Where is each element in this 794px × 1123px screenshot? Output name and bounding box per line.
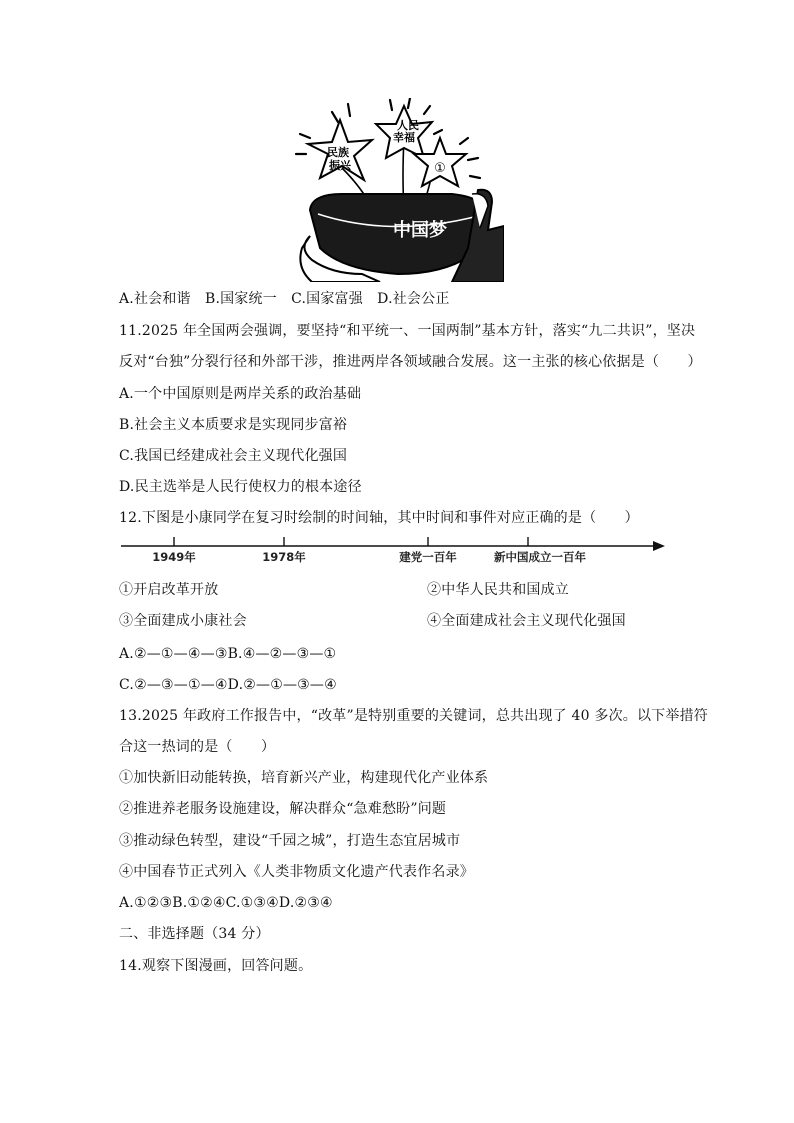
q11-option-b[interactable]: B.社会主义本质要求是实现同步富裕 [119, 417, 348, 433]
q11-option-c[interactable]: C.我国已经建成社会主义现代化强国 [119, 448, 348, 464]
basket-label: 中国梦 [393, 220, 447, 241]
section-2-heading: 二、非选择题（34 分） [119, 926, 270, 942]
q10-options: A.社会和谐 B.国家统一 C.国家富强 D.社会公正 [119, 291, 450, 307]
timeline-label-party-centenary: 建党一百年 [399, 550, 457, 564]
q14-stem: 14.观察下图漫画，回答问题。 [119, 958, 313, 974]
q12-timeline [119, 532, 669, 568]
q11-stem-line1: 11.2025 年全国两会强调，要坚持“和平统一、一国两制”基本方针，落实“九二共识”，坚决 [119, 323, 696, 339]
q12-event-4: ④全面建成社会主义现代化强国 [427, 613, 626, 629]
q12-stem: 12.下图是小康同学在复习时绘制的时间轴，其中时间和事件对应正确的是（ ） [119, 510, 639, 526]
q11-option-d[interactable]: D.民主选举是人民行使权力的根本途径 [119, 479, 362, 495]
q12-event-2: ②中华人民共和国成立 [427, 582, 569, 598]
star-label-3: ① [434, 161, 446, 176]
q13-options[interactable]: A.①②③B.①②④C.①③④D.②③④ [119, 895, 333, 911]
star-label-1: 民族振兴 [327, 146, 351, 172]
q13-stem-line2: 合这一热词的是（ ） [119, 739, 276, 755]
timeline-label-1978: 1978年 [262, 550, 306, 564]
star-label-2: 人民幸福 [393, 119, 419, 144]
q12-event-3: ③全面建成小康社会 [119, 613, 247, 629]
q12-options-ab[interactable]: A.②—①—④—③B.④—②—③—① [119, 646, 337, 662]
q13-item-4: ④中国春节正式列入《人类非物质文化遗产代表作名录》 [119, 864, 474, 880]
china-dream-cartoon [292, 98, 504, 282]
q12-options-cd[interactable]: C.②—③—①—④D.②—①—③—④ [119, 677, 337, 693]
q13-item-2: ②推进养老服务设施建设，解决群众“急难愁盼”问题 [119, 801, 447, 817]
q13-item-1: ①加快新旧动能转换，培育新兴产业，构建现代化产业体系 [119, 770, 489, 786]
timeline-label-1949: 1949年 [152, 550, 196, 564]
q11-stem-line2: 反对“台独”分裂行径和外部干涉，推进两岸各领域融合发展。这一主张的核心依据是（ ） [119, 354, 702, 370]
timeline-arrow [653, 541, 665, 551]
timeline-label-prc-centenary: 新中国成立一百年 [494, 550, 586, 564]
q12-event-1: ①开启改革开放 [119, 582, 219, 598]
q13-item-3: ③推动绿色转型，建设“千园之城”，打造生态宜居城市 [119, 833, 461, 849]
q11-option-a[interactable]: A.一个中国原则是两岸关系的政治基础 [119, 386, 362, 402]
q13-stem-line1: 13.2025 年政府工作报告中，“改革”是特别重要的关键词，总共出现了 40 多次。以下举措符 [119, 708, 708, 724]
